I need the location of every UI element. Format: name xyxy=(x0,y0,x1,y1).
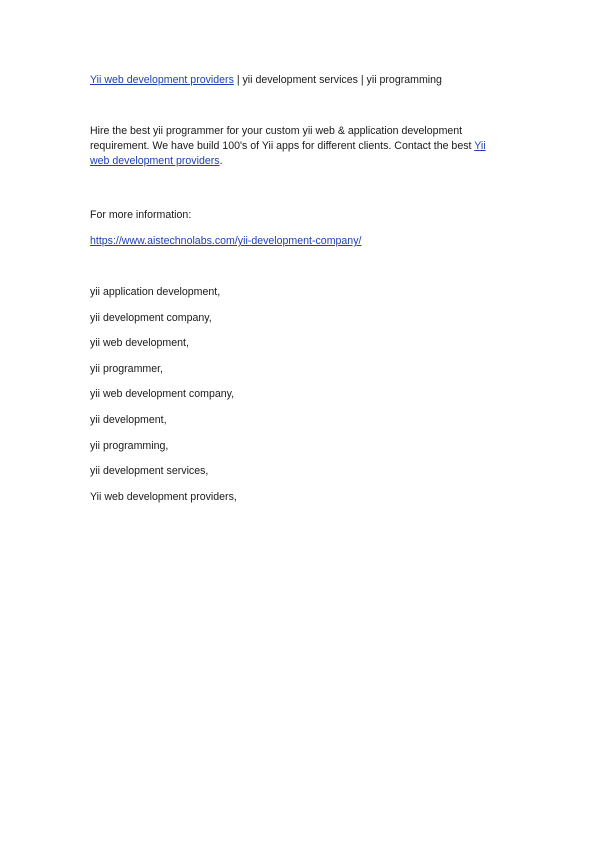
keyword-item: yii web development company, xyxy=(90,388,235,401)
url-link[interactable]: https://www.aistechnolabs.com/yii-development-company/ xyxy=(90,235,362,247)
header-rest-text: | yii development services | yii programming xyxy=(233,74,442,86)
keyword-item: Yii web development providers, xyxy=(90,490,237,503)
keyword-item: yii development services, xyxy=(90,465,209,478)
intro-link[interactable]: Yii web development providers xyxy=(90,140,486,167)
keyword-item: yii web development, xyxy=(90,337,189,350)
keyword-item: yii programming, xyxy=(90,439,169,452)
intro-text-end: . xyxy=(219,155,223,167)
keyword-item: yii development, xyxy=(90,413,167,426)
url-line xyxy=(90,234,510,249)
intro-paragraph xyxy=(90,124,505,169)
keyword-item: yii development company, xyxy=(90,311,212,324)
header-line xyxy=(90,73,510,88)
keyword-item: yii programmer, xyxy=(90,362,163,375)
keyword-list xyxy=(90,285,510,515)
more-info-label: For more information: xyxy=(90,209,192,221)
intro-text: Hire the best yii programmer for your custom yii web & application development requirement. We have build 100's of Yii apps for different clients. Contact the best xyxy=(90,125,475,152)
header-link[interactable]: Yii web development providers xyxy=(90,74,234,86)
keyword-item: yii application development, xyxy=(90,286,221,298)
